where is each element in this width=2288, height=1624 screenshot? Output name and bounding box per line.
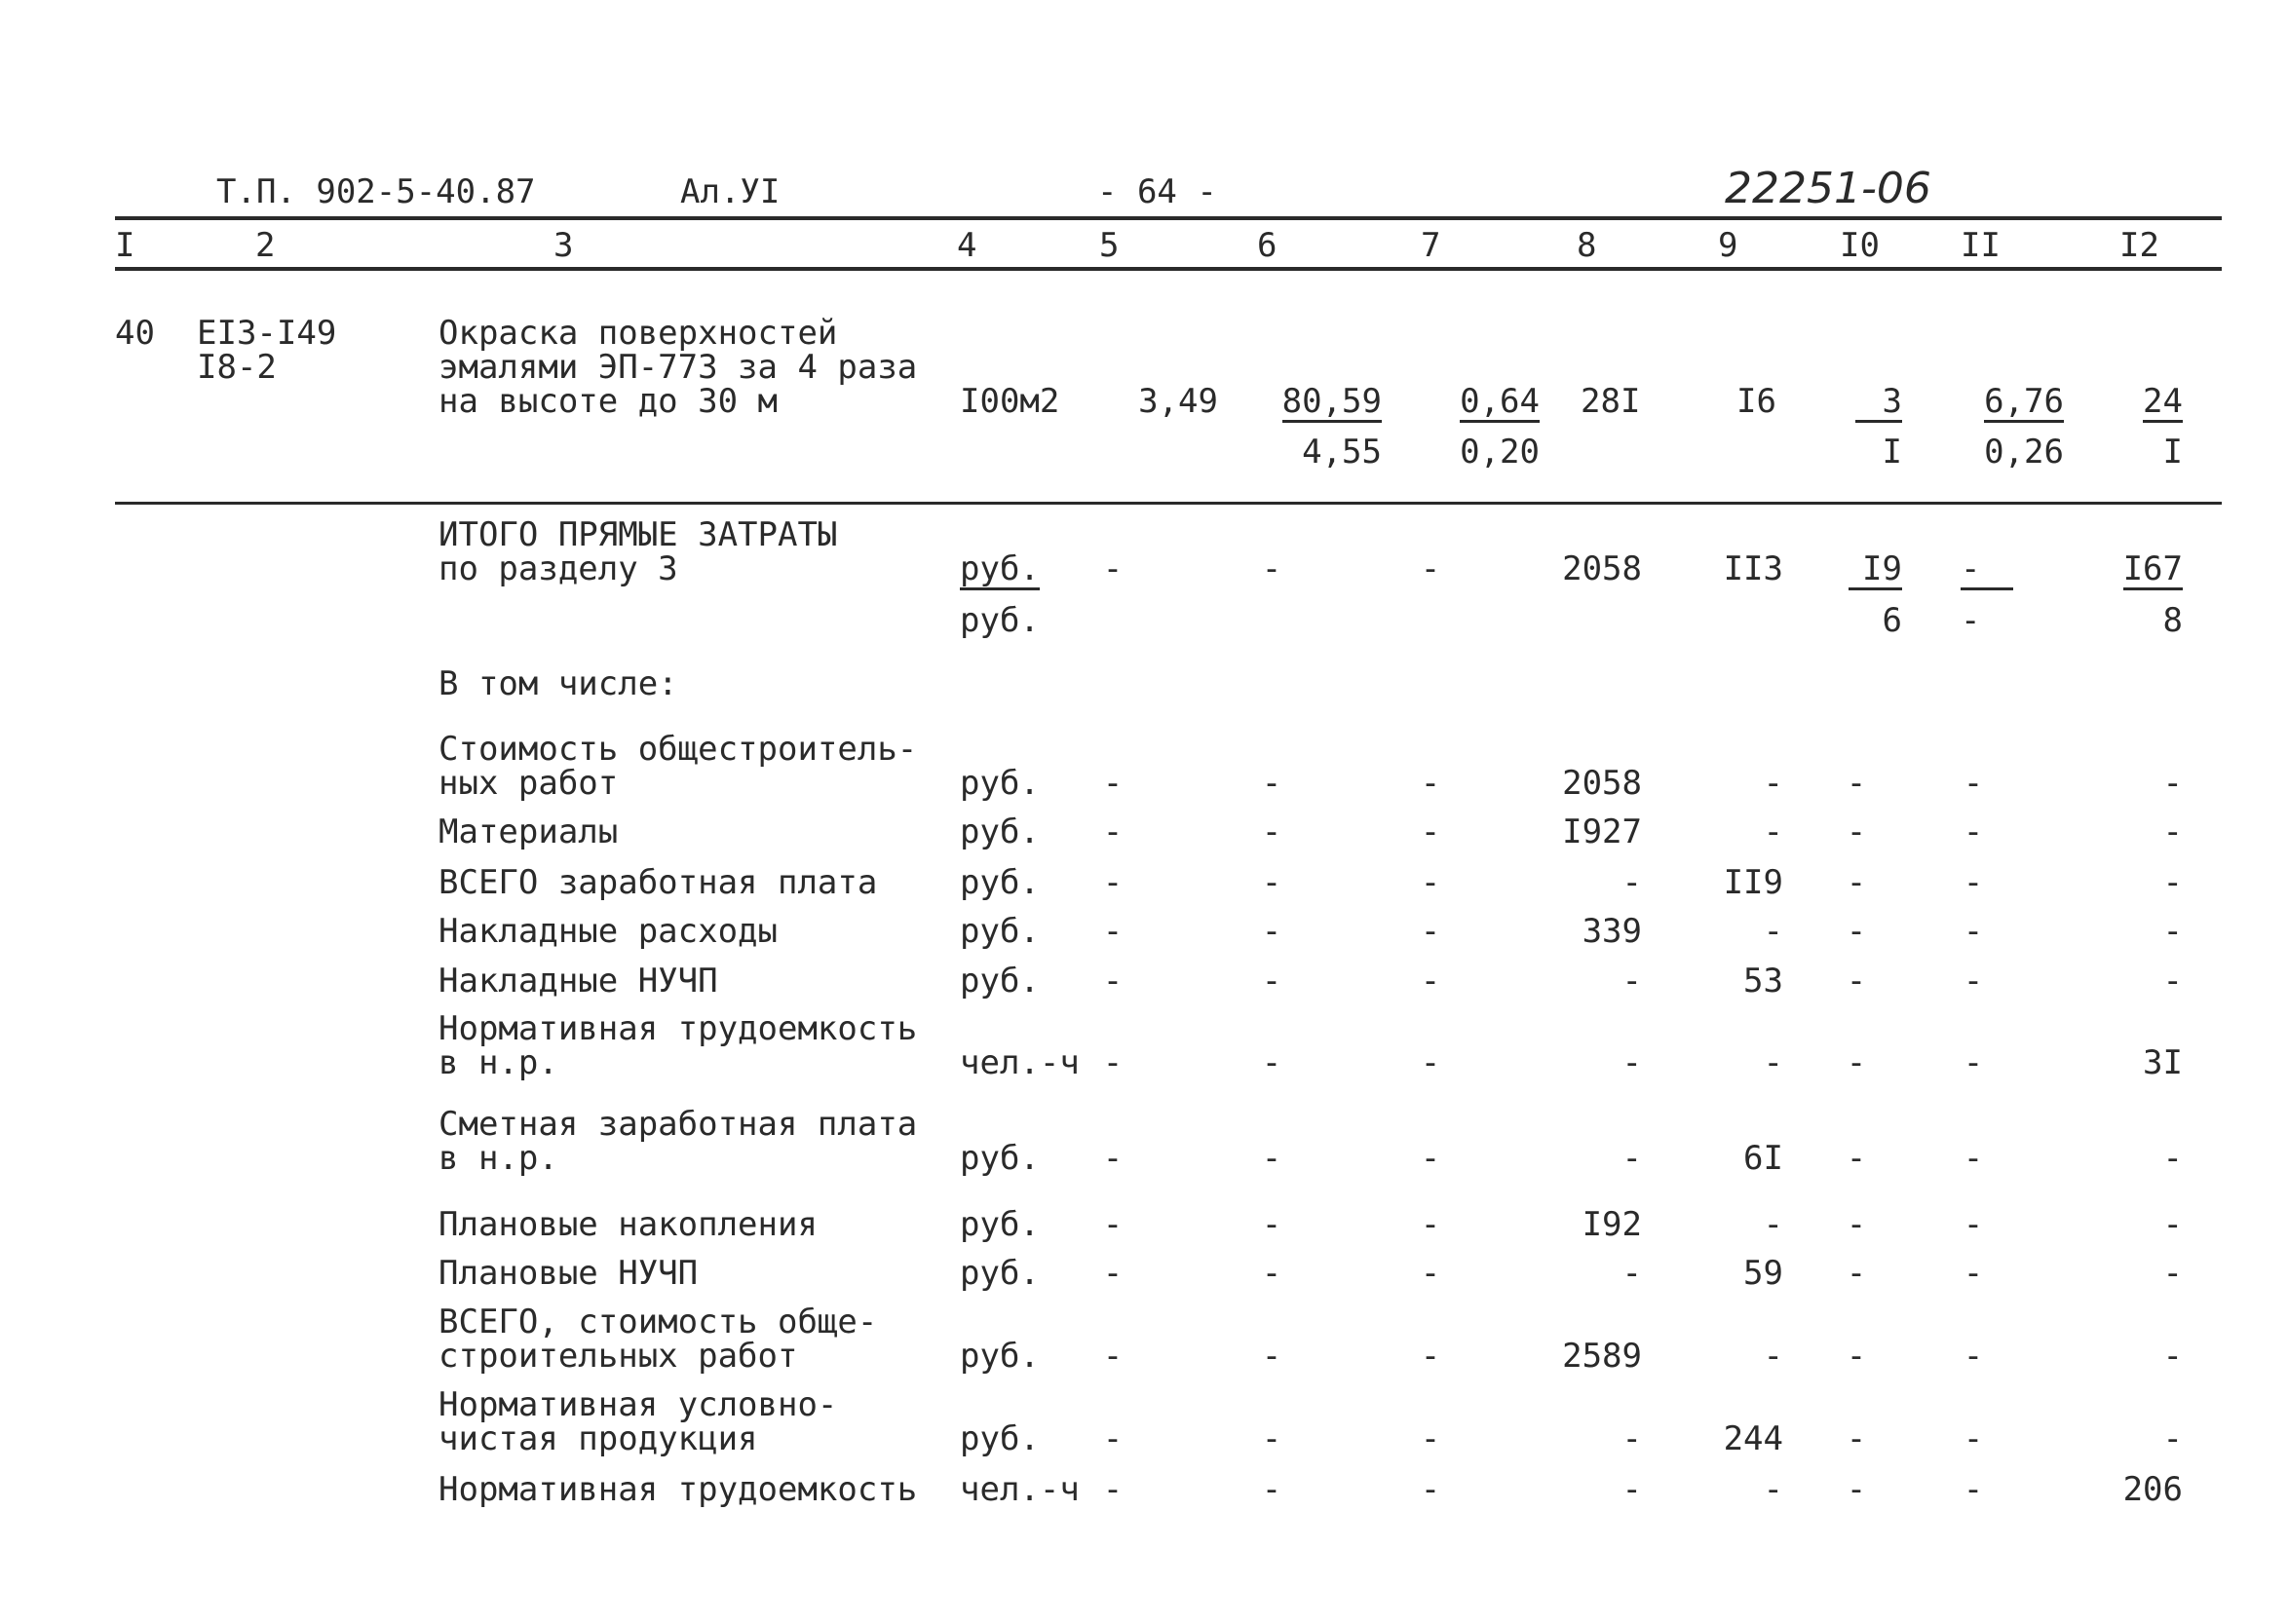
row-c10: - <box>1846 1419 1867 1458</box>
row-c5: - <box>1102 812 1124 851</box>
row-label: ных работ <box>439 764 619 803</box>
row-c8: 339 <box>1582 912 1642 951</box>
row-c10: - <box>1846 912 1867 951</box>
row-c8: - <box>1621 1470 1642 1509</box>
column-number: I2 <box>2119 226 2159 265</box>
row-c12: - <box>2162 863 2183 902</box>
row-c5: - <box>1102 962 1124 1001</box>
row-c5: - <box>1102 1043 1124 1082</box>
col10-bottom: I <box>1882 433 1902 472</box>
row-c11: - <box>1963 1470 1984 1509</box>
row-c9: 59 <box>1743 1254 1783 1293</box>
row-c11: - <box>1963 863 1984 902</box>
row-c9: 244 <box>1723 1419 1783 1458</box>
row-c7: - <box>1420 764 1441 803</box>
row-c5: - <box>1102 863 1124 902</box>
row-c6: - <box>1261 1205 1282 1244</box>
row-label: Накладные расходы <box>439 912 778 951</box>
row-c6: - <box>1261 812 1282 851</box>
section-rule <box>115 502 2222 505</box>
row-c12: - <box>2162 1254 2183 1293</box>
row-c8: - <box>1621 1043 1642 1082</box>
row-unit: руб. <box>960 912 1040 951</box>
item-description-line: на высоте до 30 м <box>439 382 778 421</box>
row-c5: - <box>1102 1419 1124 1458</box>
col7-top: 0,64 <box>1460 382 1540 421</box>
column-number: 6 <box>1257 226 1277 265</box>
item-unit: I00м2 <box>960 382 1060 421</box>
total-col10-bottom: 6 <box>1882 601 1902 640</box>
total-col11-top: - <box>1961 552 2013 590</box>
row-unit: чел.-ч <box>960 1043 1080 1082</box>
row-c6: - <box>1261 764 1282 803</box>
row-c8: - <box>1621 962 1642 1001</box>
column-number: 8 <box>1577 226 1597 265</box>
column-number: 7 <box>1421 226 1441 265</box>
row-c12: - <box>2162 1205 2183 1244</box>
row-c12: - <box>2162 812 2183 851</box>
row-c8: I927 <box>1562 812 1642 851</box>
column-number: 9 <box>1718 226 1738 265</box>
row-c9: - <box>1763 812 1783 851</box>
row-c8: I92 <box>1582 1205 1642 1244</box>
col12-bottom: I <box>2162 433 2183 472</box>
total-unit-bottom: руб. <box>960 601 1040 640</box>
row-c5: - <box>1102 1205 1124 1244</box>
header-rule-bottom <box>115 267 2222 271</box>
row-unit: руб. <box>960 1419 1040 1458</box>
row-unit: руб. <box>960 1337 1040 1376</box>
col8-value: 28I <box>1581 382 1641 421</box>
row-c9: - <box>1763 1470 1783 1509</box>
row-c6: - <box>1261 1139 1282 1178</box>
row-c6: - <box>1261 1419 1282 1458</box>
row-c10: - <box>1846 1337 1867 1376</box>
project-number: Т.П. 902-5-40.87 <box>216 172 536 211</box>
total-col7: - <box>1420 549 1441 588</box>
album-number: Ал.УI <box>680 172 781 211</box>
row-c11: - <box>1963 764 1984 803</box>
item-code: EI3-I49 <box>197 314 337 353</box>
row-unit: руб. <box>960 764 1040 803</box>
row-c7: - <box>1420 1043 1441 1082</box>
document-number: 22251-06 <box>1725 164 1931 213</box>
row-c12: - <box>2162 1337 2183 1376</box>
including-label: В том числе: <box>439 664 678 703</box>
row-c6: - <box>1261 1254 1282 1293</box>
row-unit: руб. <box>960 863 1040 902</box>
row-c5: - <box>1102 912 1124 951</box>
row-c11: - <box>1963 1139 1984 1178</box>
row-c9: - <box>1763 1205 1783 1244</box>
row-c11: - <box>1963 812 1984 851</box>
row-c7: - <box>1420 863 1441 902</box>
row-c5: - <box>1102 764 1124 803</box>
row-c8: 2058 <box>1562 764 1642 803</box>
column-number: II <box>1961 226 2001 265</box>
total-label: ИТОГО ПРЯМЫЕ ЗАТРАТЫ <box>439 515 838 554</box>
row-c10: - <box>1846 863 1867 902</box>
row-c5: - <box>1102 1337 1124 1376</box>
header-rule-top <box>115 216 2222 220</box>
total-label-line2: по разделу 3 <box>439 549 678 588</box>
column-number: 3 <box>553 226 574 265</box>
row-c7: - <box>1420 912 1441 951</box>
row-label: ВСЕГО заработная плата <box>439 863 878 902</box>
row-c11: - <box>1963 1043 1984 1082</box>
row-c12: - <box>2162 912 2183 951</box>
page-number: - 64 - <box>1097 172 1217 211</box>
row-c11: - <box>1963 912 1984 951</box>
row-c9: - <box>1763 1337 1783 1376</box>
row-c12: - <box>2162 1419 2183 1458</box>
row-c6: - <box>1261 912 1282 951</box>
column-number: I <box>115 226 135 265</box>
row-c9: 53 <box>1743 962 1783 1001</box>
row-c12: - <box>2162 764 2183 803</box>
row-c6: - <box>1261 1470 1282 1509</box>
col6-top: 80,59 <box>1281 382 1382 421</box>
row-c8: - <box>1621 1254 1642 1293</box>
row-c9: II9 <box>1723 863 1783 902</box>
total-col11-bottom: - <box>1961 601 1981 640</box>
total-col9: II3 <box>1723 549 1783 588</box>
item-number: 40 <box>115 314 155 353</box>
col6-bottom: 4,55 <box>1302 433 1382 472</box>
row-c10: - <box>1846 812 1867 851</box>
column-number: I0 <box>1840 226 1880 265</box>
row-label: Плановые накопления <box>439 1205 818 1244</box>
col7-bottom: 0,20 <box>1460 433 1540 472</box>
row-unit: руб. <box>960 1205 1040 1244</box>
row-c11: - <box>1963 962 1984 1001</box>
col11-top: 6,76 <box>1984 382 2064 421</box>
row-label: Материалы <box>439 812 619 851</box>
total-col5: - <box>1102 549 1124 588</box>
row-c10: - <box>1846 1205 1867 1244</box>
row-c10: - <box>1846 962 1867 1001</box>
row-c7: - <box>1420 1470 1441 1509</box>
row-c5: - <box>1102 1254 1124 1293</box>
row-c5: - <box>1102 1470 1124 1509</box>
item-description-line: Окраска поверхностей <box>439 314 838 353</box>
row-unit: чел.-ч <box>960 1470 1080 1509</box>
row-c9: - <box>1763 764 1783 803</box>
row-label: в н.р. <box>439 1139 558 1178</box>
row-c11: - <box>1963 1205 1984 1244</box>
row-c10: - <box>1846 1470 1867 1509</box>
row-c11: - <box>1963 1254 1984 1293</box>
row-c12: - <box>2162 1139 2183 1178</box>
col10-top: 3 <box>1855 385 1902 423</box>
row-c10: - <box>1846 764 1867 803</box>
total-col6: - <box>1261 549 1282 588</box>
row-unit: руб. <box>960 1254 1040 1293</box>
row-c7: - <box>1420 1254 1441 1293</box>
total-col12-bottom: 8 <box>2162 601 2183 640</box>
row-label: Нормативная трудоемкость <box>439 1009 918 1048</box>
row-label: Стоимость общестроитель- <box>439 730 918 769</box>
row-c12: - <box>2162 962 2183 1001</box>
row-c12: 3I <box>2143 1043 2183 1082</box>
row-c6: - <box>1261 1337 1282 1376</box>
item-code-secondary: I8-2 <box>197 348 277 387</box>
column-number: 2 <box>255 226 276 265</box>
row-c12: 206 <box>2122 1470 2183 1509</box>
column-number: 4 <box>957 226 977 265</box>
item-description-line: эмалями ЭП-773 за 4 раза <box>439 348 918 387</box>
row-c9: 6I <box>1743 1139 1783 1178</box>
total-col10-top: I9 <box>1849 552 1902 590</box>
row-c7: - <box>1420 1337 1441 1376</box>
col11-bottom: 0,26 <box>1984 433 2064 472</box>
row-unit: руб. <box>960 812 1040 851</box>
row-c7: - <box>1420 1205 1441 1244</box>
row-unit: руб. <box>960 962 1040 1001</box>
row-label: Плановые НУЧП <box>439 1254 699 1293</box>
row-c6: - <box>1261 863 1282 902</box>
row-c9: - <box>1763 1043 1783 1082</box>
row-label: в н.р. <box>439 1043 558 1082</box>
row-c9: - <box>1763 912 1783 951</box>
row-c6: - <box>1261 962 1282 1001</box>
row-label: Накладные НУЧП <box>439 962 718 1001</box>
col9-value: I6 <box>1736 382 1776 421</box>
row-c7: - <box>1420 1139 1441 1178</box>
row-c11: - <box>1963 1337 1984 1376</box>
row-label: Сметная заработная плата <box>439 1105 918 1144</box>
row-c11: - <box>1963 1419 1984 1458</box>
row-c7: - <box>1420 812 1441 851</box>
row-unit: руб. <box>960 1139 1040 1178</box>
row-c8: 2589 <box>1562 1337 1642 1376</box>
total-col8: 2058 <box>1562 549 1642 588</box>
row-c8: - <box>1621 1139 1642 1178</box>
total-col12-top: I67 <box>2122 549 2183 588</box>
total-unit-top: руб. <box>960 549 1040 588</box>
row-c8: - <box>1621 1419 1642 1458</box>
row-c7: - <box>1420 962 1441 1001</box>
row-c8: - <box>1621 863 1642 902</box>
row-label: чистая продукция <box>439 1419 758 1458</box>
item-quantity: 3,49 <box>1138 382 1218 421</box>
col12-top: 24 <box>2143 382 2183 421</box>
row-c10: - <box>1846 1254 1867 1293</box>
column-number: 5 <box>1099 226 1120 265</box>
row-c6: - <box>1261 1043 1282 1082</box>
row-label: строительных работ <box>439 1337 798 1376</box>
row-c10: - <box>1846 1139 1867 1178</box>
row-c5: - <box>1102 1139 1124 1178</box>
row-label: Нормативная трудоемкость <box>439 1470 918 1509</box>
row-label: Нормативная условно- <box>439 1385 838 1424</box>
row-c10: - <box>1846 1043 1867 1082</box>
row-label: ВСЕГО, стоимость обще- <box>439 1303 878 1341</box>
row-c7: - <box>1420 1419 1441 1458</box>
